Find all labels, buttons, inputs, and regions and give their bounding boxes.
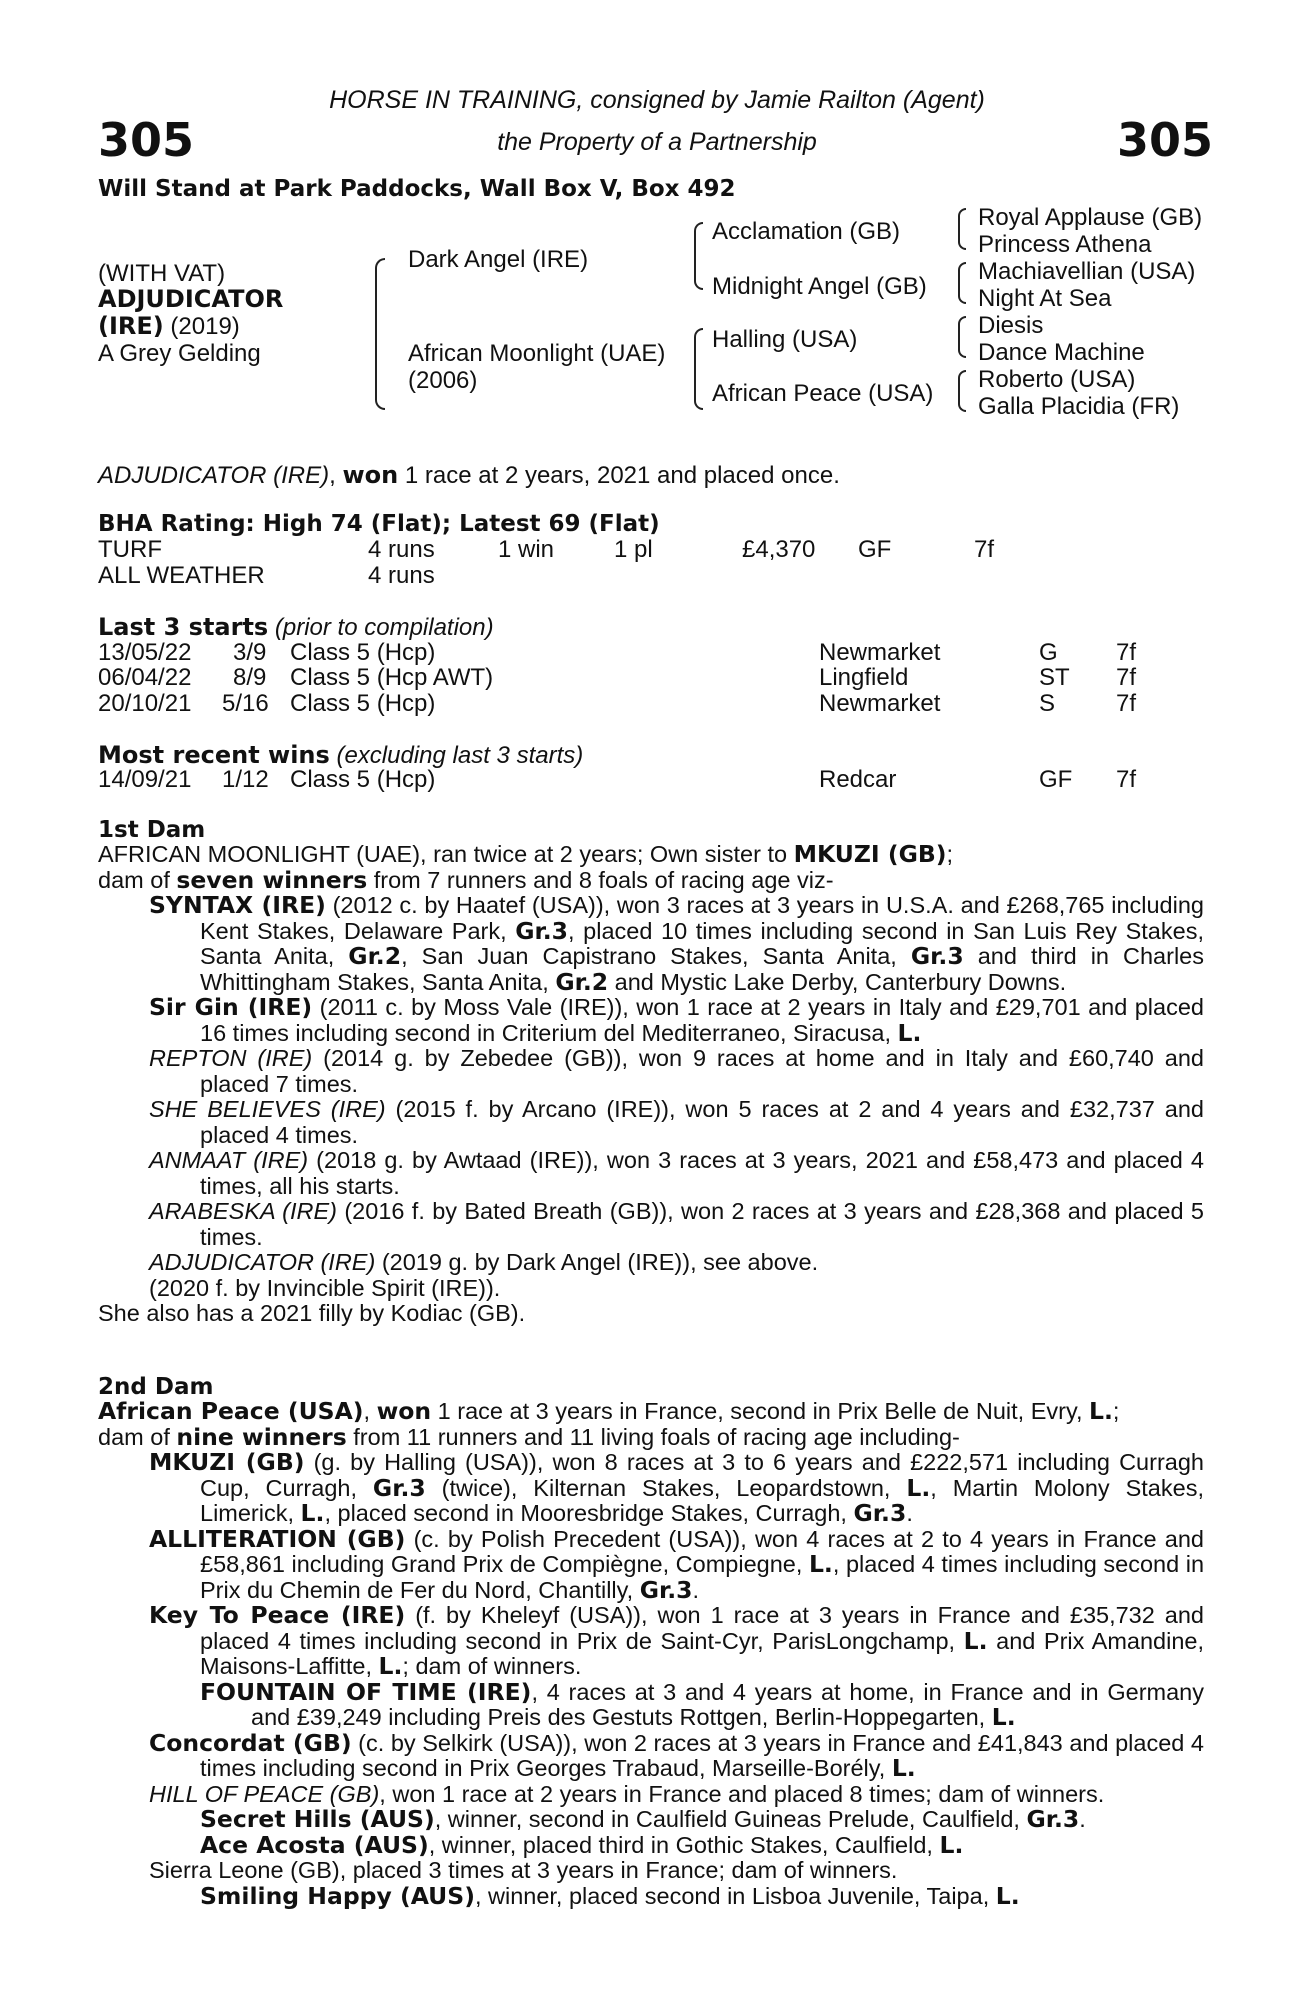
produce-smiling-happy: Smiling Happy (AUS), winner, placed second in Lisboa Juvenile, Taipa, L. bbox=[200, 1881, 1020, 1910]
pedigree-brace-3b bbox=[958, 262, 966, 304]
pedigree-dam-year: (2006) bbox=[408, 367, 478, 394]
rating-aw-runs: 4 runs bbox=[368, 562, 435, 589]
stand-location: Will Stand at Park Paddocks, Wall Box V, Box 492 bbox=[98, 176, 736, 202]
summary-won: won bbox=[342, 461, 399, 489]
first-dam-line-2: dam of seven winners from 7 runners and 8 foals of racing age viz- bbox=[98, 865, 834, 894]
summary-text: 1 race at 2 years, 2021 and placed once. bbox=[404, 462, 840, 489]
recent-row-1-distance: 7f bbox=[1116, 766, 1137, 793]
produce-mkuzi: MKUZI (GB) (g. by Halling (USA)), won 8 races at 3 to 6 years and £222,571 including Curragh Cup, Curragh, Gr.3 (twice), Kilternan Stakes, Leopardstown, L., Martin Molony Stakes, Limerick, L., placed second in Mooresbridge Stakes, Curragh, Gr.3. bbox=[149, 1448, 1204, 1527]
produce-ace-acosta: Ace Acosta (AUS), winner, placed third in Gothic Stakes, Caulfield, L. bbox=[200, 1830, 964, 1859]
produce-anmaat: ANMAAT (IRE) (2018 g. by Awtaad (IRE)), won 3 races at 3 years, 2021 and £58,473 and placed 4 times, all his starts. bbox=[149, 1147, 1204, 1199]
last3-row-3-course: Newmarket bbox=[819, 690, 941, 717]
header-property: the Property of a Partnership bbox=[497, 128, 817, 156]
last3-row-2-class: Class 5 (Hcp AWT) bbox=[290, 664, 494, 691]
recent-title: Most recent wins bbox=[98, 741, 330, 769]
pedigree-dss: Diesis bbox=[978, 312, 1044, 339]
pedigree-dam: African Moonlight (UAE) bbox=[408, 340, 666, 367]
pedigree-sdd: Night At Sea bbox=[978, 285, 1112, 312]
recent-row-1-course: Redcar bbox=[819, 766, 897, 793]
pedigree-brace-3d bbox=[958, 370, 966, 412]
produce-sierra-leone: Sierra Leone (GB), placed 3 times at 3 years in France; dam of winners. bbox=[149, 1857, 898, 1883]
last3-row-1-going: G bbox=[1039, 639, 1058, 666]
pedigree-dsd: Dance Machine bbox=[978, 339, 1145, 366]
second-dam-title: 2nd Dam bbox=[98, 1374, 214, 1400]
vat-note: (WITH VAT) bbox=[98, 260, 226, 287]
produce-concordat: Concordat (GB) (c. by Selkirk (USA)), won 2 races at 3 years in France and £41,843 and placed 4 times including second in Prix Georges Trabaud, Marseille-Borély, L. bbox=[149, 1728, 1204, 1782]
second-dam-section bbox=[98, 1399, 1204, 1909]
rating-turf-going: GF bbox=[858, 536, 892, 563]
last3-row-2-date: 06/04/22 bbox=[98, 664, 192, 691]
horse-name: ADJUDICATOR bbox=[98, 285, 284, 313]
rating-aw-surface: ALL WEATHER bbox=[98, 562, 265, 589]
lot-number-left: 305 bbox=[98, 113, 195, 167]
rating-turf-runs: 4 runs bbox=[368, 536, 435, 563]
pedigree-brace-2b bbox=[694, 328, 703, 410]
last3-row-1-distance: 7f bbox=[1116, 639, 1137, 666]
produce-arabeska: ARABESKA (IRE) (2016 f. by Bated Breath (GB)), won 2 races at 3 years and £28,368 and placed 5 times. bbox=[149, 1198, 1204, 1250]
pedigree-sds: Machiavellian (USA) bbox=[978, 258, 1196, 285]
produce-key-to-peace: Key To Peace (IRE) (f. by Kheleyf (USA)), won 1 race at 3 years in France and £35,732 and placed 4 times including second in Prix de Saint-Cyr, ParisLongchamp, L. and Prix Amandine, Maisons-Laffitte, L.; dam of winners. bbox=[149, 1601, 1204, 1680]
second-dam-line-1: African Peace (USA), won 1 race at 3 years in France, second in Prix Belle de Nuit, Evry, L.; bbox=[98, 1397, 1120, 1425]
last-3-starts-heading bbox=[98, 613, 494, 642]
race-summary: ADJUDICATOR (IRE), won 1 race at 2 years, 2021 and placed once. bbox=[98, 461, 840, 489]
pedigree-ds: Halling (USA) bbox=[712, 326, 858, 353]
recent-row-1-pos: 1/12 bbox=[222, 766, 269, 793]
produce-secret-hills: Secret Hills (AUS), winner, second in Caulfield Guineas Prelude, Caulfield, Gr.3. bbox=[200, 1805, 1086, 1833]
recent-note: (excluding last 3 starts) bbox=[336, 742, 584, 769]
last3-note: (prior to compilation) bbox=[274, 614, 494, 641]
produce-syntax: SYNTAX (IRE) (2012 c. by Haatef (USA)), won 3 races at 3 years in U.S.A. and £268,765 including Kent Stakes, Delaware Park, Gr.3, placed 10 times including second in San Luis Rey Stakes, Santa Anita, Gr.2, San Juan Capistrano Stakes, Santa Anita, Gr.3 and third in Charles Whittingham Stakes, Santa Anita, Gr.2 and Mystic Lake Derby, Canterbury Downs. bbox=[149, 891, 1204, 996]
produce-fountain-of-time: FOUNTAIN OF TIME (IRE), 4 races at 3 and 4 years at home, in France and in Germany and £39,249 including Preis des Gestuts Rottgen, Berlin-Hoppegarten, L. bbox=[200, 1677, 1204, 1731]
header-consignor: HORSE IN TRAINING, consigned by Jamie Railton (Agent) bbox=[329, 86, 985, 114]
last3-title: Last 3 starts bbox=[98, 613, 269, 641]
produce-2021-filly: She also has a 2021 filly by Kodiac (GB). bbox=[98, 1300, 526, 1326]
pedigree-ddd: Galla Placidia (FR) bbox=[978, 393, 1180, 420]
pedigree-sire: Dark Angel (IRE) bbox=[408, 246, 589, 273]
last3-row-3-distance: 7f bbox=[1116, 690, 1137, 717]
rating-turf-placed: 1 pl bbox=[614, 536, 653, 563]
rating-turf-wins: 1 win bbox=[498, 536, 555, 563]
rating-turf-prize: £4,370 bbox=[742, 536, 816, 563]
produce-sir-gin: Sir Gin (IRE) (2011 c. by Moss Vale (IRE)), won 1 race at 2 years in Italy and £29,701 and placed 16 times including second in Criterium del Mediterraneo, Siracusa, L. bbox=[149, 993, 1204, 1047]
last3-row-1-date: 13/05/22 bbox=[98, 639, 192, 666]
first-dam-section bbox=[98, 842, 1204, 1327]
recent-row-1-going: GF bbox=[1039, 766, 1073, 793]
last3-row-2-going: ST bbox=[1039, 664, 1070, 691]
horse-suffix-year bbox=[98, 312, 240, 341]
recent-row-1-date: 14/09/21 bbox=[98, 766, 192, 793]
last3-row-3-date: 20/10/21 bbox=[98, 690, 192, 717]
last3-row-3-pos: 5/16 bbox=[222, 690, 269, 717]
horse-suffix: (IRE) bbox=[98, 312, 164, 340]
pedigree-brace-3c bbox=[958, 316, 966, 358]
pedigree-brace-3a bbox=[958, 208, 966, 250]
produce-she-believes: SHE BELIEVES (IRE) (2015 f. by Arcano (IRE)), won 5 races at 2 and 4 years and £32,737 and placed 4 times. bbox=[149, 1096, 1204, 1148]
lot-number-right: 305 bbox=[1117, 113, 1214, 167]
produce-repton: REPTON (IRE) (2014 g. by Zebedee (GB)), won 9 races at home and in Italy and £60,740 and placed 7 times. bbox=[149, 1045, 1204, 1097]
last3-row-2-distance: 7f bbox=[1116, 664, 1137, 691]
produce-2020-filly: (2020 f. by Invincible Spirit (IRE)). bbox=[149, 1274, 501, 1301]
last3-row-1-course: Newmarket bbox=[819, 639, 941, 666]
last3-row-3-going: S bbox=[1039, 690, 1056, 717]
last3-row-1-class: Class 5 (Hcp) bbox=[290, 639, 436, 666]
pedigree-sss: Royal Applause (GB) bbox=[978, 204, 1203, 231]
produce-adjudicator: ADJUDICATOR (IRE) (2019 g. by Dark Angel (IRE)), see above. bbox=[149, 1249, 819, 1275]
first-dam-title: 1st Dam bbox=[98, 817, 206, 843]
rating-turf-surface: TURF bbox=[98, 536, 162, 563]
pedigree-ss: Acclamation (GB) bbox=[712, 218, 901, 245]
horse-year: (2019) bbox=[170, 313, 240, 340]
last3-row-2-pos: 8/9 bbox=[233, 664, 267, 691]
pedigree-brace-1 bbox=[375, 258, 385, 410]
horse-description: A Grey Gelding bbox=[98, 340, 261, 367]
last3-row-3-class: Class 5 (Hcp) bbox=[290, 690, 436, 717]
pedigree-dd: African Peace (USA) bbox=[712, 380, 934, 407]
pedigree-ssd: Princess Athena bbox=[978, 231, 1152, 258]
summary-horse-name: ADJUDICATOR (IRE) bbox=[98, 462, 330, 489]
rating-turf-distance: 7f bbox=[974, 536, 995, 563]
produce-hill-of-peace: HILL OF PEACE (GB), won 1 race at 2 years in France and placed 8 times; dam of winners. bbox=[149, 1780, 1105, 1807]
pedigree-sd: Midnight Angel (GB) bbox=[712, 273, 927, 300]
bha-rating-title: BHA Rating: High 74 (Flat); Latest 69 (Flat) bbox=[98, 511, 660, 537]
last3-row-2-course: Lingfield bbox=[819, 664, 909, 691]
pedigree-brace-2a bbox=[694, 222, 703, 290]
last3-row-1-pos: 3/9 bbox=[233, 639, 267, 666]
produce-alliteration: ALLITERATION (GB) (c. by Polish Precedent (USA)), won 4 races at 2 to 4 years in France and £58,861 including Grand Prix de Compiègne, Compiegne, L., placed 4 times including second in Prix du Chemin de Fer du Nord, Chantilly, Gr.3. bbox=[149, 1524, 1205, 1604]
first-dam-line-1: AFRICAN MOONLIGHT (UAE), ran twice at 2 years; Own sister to MKUZI (GB); bbox=[98, 840, 954, 868]
winners-count: seven winners bbox=[176, 865, 368, 894]
own-sister-name: MKUZI (GB) bbox=[793, 840, 947, 868]
second-dam-line-2: dam of nine winners from 11 runners and 11 living foals of racing age including- bbox=[98, 1422, 960, 1451]
recent-row-1-class: Class 5 (Hcp) bbox=[290, 766, 436, 793]
pedigree-dds: Roberto (USA) bbox=[978, 366, 1136, 393]
